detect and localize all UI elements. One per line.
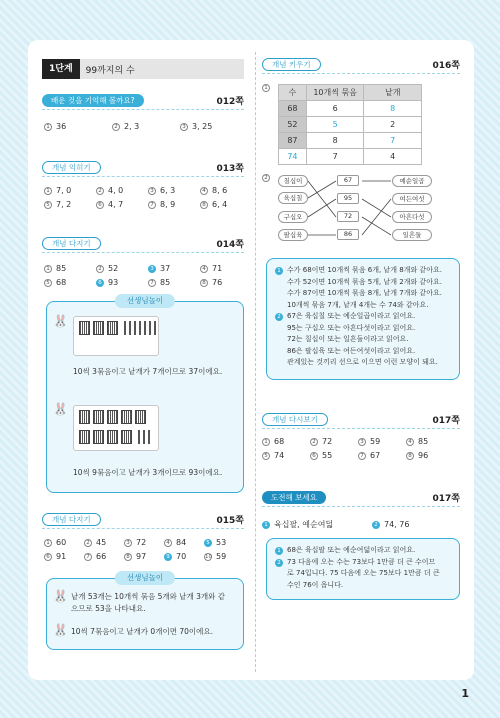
answer-item: 1 85 [44, 264, 96, 273]
answer-item: 5 7, 2 [44, 200, 96, 209]
word-card: 구십오 [278, 211, 308, 223]
answer-item: 8 6, 4 [200, 200, 252, 209]
section-divider [262, 506, 460, 507]
answer-grid [44, 538, 244, 561]
problem-number: 1 [262, 84, 270, 92]
table-row: 52 5 2 [279, 117, 422, 133]
answer-item: 8 96 [406, 451, 454, 460]
answer-item: 2 72 [310, 437, 358, 446]
teacher-play-box [46, 573, 244, 650]
section-label: 개념 다지기 [42, 513, 101, 526]
section-header-revisit [262, 412, 460, 426]
answer-item: 4 8, 6 [200, 186, 252, 195]
number-card: 72 [337, 211, 359, 222]
page-ref: 013쪽 [216, 163, 244, 174]
answer-item: 1 36 [44, 122, 112, 131]
explanation-line: 관계있는 것끼리 선으로 이으면 이런 모양이 돼요. [287, 358, 438, 366]
section-label: 개념 다지기 [42, 237, 101, 250]
table-header: 10개씩 묶음 [306, 85, 364, 101]
explanation-line: 수인 76이 옵니다. [287, 580, 344, 589]
answer-item: 7 8, 9 [148, 200, 200, 209]
answer-item: 6 4, 7 [96, 200, 148, 209]
answer-item: 3 59 [358, 437, 406, 446]
word-card: 육십칠 [278, 192, 308, 204]
teacher-play-box [46, 296, 244, 493]
answer-item: 2 52 [96, 264, 148, 273]
explanation-box [266, 538, 460, 600]
section-divider [42, 176, 244, 177]
section-divider [262, 73, 460, 74]
answer-item: 5 74 [262, 451, 310, 460]
rabbit-icon: 🐰 [53, 589, 68, 603]
answer-item: 6 93 [96, 278, 148, 287]
problem-number: 2 [262, 174, 270, 182]
answer-grid [262, 437, 454, 460]
rabbit-icon: 🐰 [53, 402, 68, 416]
table-header: 수 [279, 85, 307, 101]
page-ref: 014쪽 [216, 239, 244, 250]
explanation-line: 1 68은 육십팔 또는 예순여덟이라고 읽어요. [275, 545, 451, 557]
word-card: 일흔둘 [392, 229, 432, 241]
answer-grid [44, 186, 252, 209]
section-label: 배운 것을 기억해 볼까요? [42, 94, 144, 107]
place-value-table [278, 84, 422, 165]
answer-item: 3 3, 25 [180, 122, 248, 131]
answer-item: 4 71 [200, 264, 252, 273]
word-card: 팔십육 [278, 229, 308, 241]
section-label: 개념 다시보기 [262, 413, 328, 426]
section-divider [42, 109, 244, 110]
table-row: 74 7 4 [279, 149, 422, 165]
teacher-note: 10씩 7묶음이고 낱개가 0개이면 70이에요. [71, 627, 213, 636]
table-row: 87 8 7 [279, 133, 422, 149]
answer-item: 3 6, 3 [148, 186, 200, 195]
teacher-note-line: 으므로 53을 나타내요. [71, 604, 146, 613]
explanation-line: 로 74입니다. 75 다음에 오는 75보다 1만큼 더 큰 [287, 569, 440, 577]
column-divider [255, 52, 256, 672]
page-number: 1 [461, 687, 469, 700]
teacher-play-tab: 선생님놀이 [115, 294, 175, 308]
teacher-note-line: 낱개 53개는 10개씩 묶음 5개와 낱개 3개와 같 [71, 592, 225, 601]
answer-item: 2 45 [84, 538, 124, 547]
answer-item: 2 74, 76 [372, 519, 452, 530]
bundle-sticks-image [73, 316, 159, 356]
answer-grid [44, 264, 252, 287]
word-card: 예순일곱 [392, 175, 432, 187]
answer-item: 9 70 [164, 552, 204, 561]
explanation-line: 10개씩 묶음 7개, 낱개 4개는 수 74와 같아요. [287, 300, 429, 309]
section-header-grow [262, 57, 460, 71]
number-card: 95 [337, 193, 359, 204]
rabbit-icon: 🐰 [53, 623, 68, 637]
answer-item: 6 55 [310, 451, 358, 460]
answer-item: 4 85 [406, 437, 454, 446]
rabbit-icon: 🐰 [53, 314, 68, 328]
answer-item: 8 76 [200, 278, 252, 287]
explanation-line: 수가 52이면 10개씩 묶음 5개, 낱개 2개와 같아요. [287, 277, 442, 286]
explanation-line: 86은 팔십육 또는 여든여섯이라고 읽어요. [287, 346, 416, 355]
unit-title-bar [42, 59, 244, 79]
answer-item: 7 85 [148, 278, 200, 287]
answer-item: 7 67 [358, 451, 406, 460]
answer-item: 6 91 [44, 552, 84, 561]
answer-item: 5 68 [44, 278, 96, 287]
section-header-practice-2 [42, 512, 244, 526]
answer-item: 1 육십팔, 예순여덟 [262, 519, 372, 530]
section-divider [42, 252, 244, 253]
unit-name: 99까지의 수 [85, 65, 135, 76]
answer-item: 3 72 [124, 538, 164, 547]
answer-item: 5 53 [204, 538, 244, 547]
page-ref: 017쪽 [432, 493, 460, 504]
answer-item: 8 97 [124, 552, 164, 561]
word-card: 칠십이 [278, 175, 308, 187]
word-card: 아흔다섯 [392, 211, 432, 223]
section-label: 개념 익히기 [42, 161, 101, 174]
answer-grid [44, 122, 248, 131]
page-ref: 012쪽 [216, 96, 244, 107]
section-header-concept [42, 160, 244, 174]
teacher-play-tab: 선생님놀이 [115, 571, 175, 585]
page-ref: 016쪽 [432, 60, 460, 71]
explanation-box [266, 258, 460, 380]
explanation-line: 수가 87이면 10개씩 묶음 8개, 낱개 7개와 같아요. [287, 289, 442, 297]
answer-item: 1 7, 0 [44, 186, 96, 195]
word-card: 여든여섯 [392, 193, 432, 205]
explanation-line: 72는 칠십이 또는 일흔둘이라고 읽어요. [287, 335, 409, 343]
table-row: 68 6 8 [279, 101, 422, 117]
section-header-review [42, 93, 244, 107]
explanation-line: 2 67은 육십칠 또는 예순일곱이라고 읽어요. [275, 311, 451, 323]
answer-item: 3 37 [148, 264, 200, 273]
teacher-note: 10씩 9묶음이고 낱개가 3개이므로 93이에요. [73, 468, 223, 477]
section-divider [262, 428, 460, 429]
section-header-practice [42, 236, 244, 250]
number-card: 86 [337, 229, 359, 240]
table-header: 낱개 [364, 85, 422, 101]
number-card: 67 [337, 175, 359, 186]
section-divider [42, 528, 244, 529]
worksheet-page [28, 40, 474, 680]
answer-grid [262, 519, 452, 530]
bundle-sticks-image [73, 405, 159, 451]
answer-item: 4 84 [164, 538, 204, 547]
answer-item: 10 59 [205, 552, 227, 561]
section-label: 도전해 보세요 [262, 491, 326, 504]
answer-item: 1 60 [44, 538, 84, 547]
answer-item: 2 2, 3 [112, 122, 180, 131]
answer-item: 2 4, 0 [96, 186, 148, 195]
teacher-note: 10씩 3묶음이고 낱개가 7개이므로 37이에요. [73, 367, 223, 376]
section-label: 개념 키우기 [262, 58, 321, 71]
answer-item: 1 68 [262, 437, 310, 446]
explanation-line: 2 73 다음에 오는 수는 73보다 1만큼 더 큰 수이므 [275, 557, 451, 569]
page-ref: 015쪽 [216, 515, 244, 526]
explanation-line: 95는 구십오 또는 아흔다섯이라고 읽어요. [287, 323, 416, 332]
explanation-line: 1 수가 68이면 10개씩 묶음 6개, 낱개 8개와 같아요. [275, 265, 451, 277]
answer-item: 7 66 [84, 552, 124, 561]
section-header-challenge [262, 490, 460, 504]
unit-badge: 1단계 [42, 59, 80, 79]
page-ref: 017쪽 [432, 415, 460, 426]
